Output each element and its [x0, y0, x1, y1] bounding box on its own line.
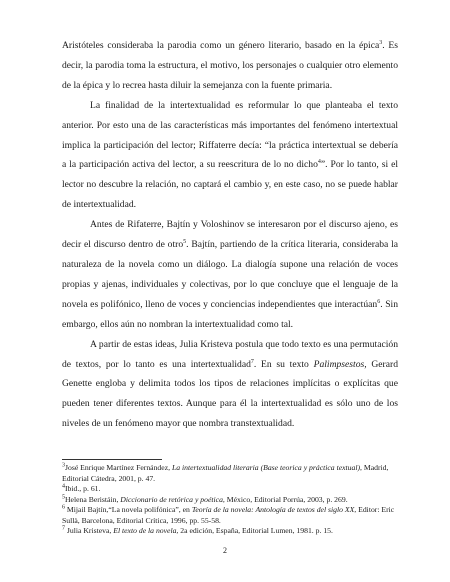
paragraph-text: ”. Por lo tanto, si el lector no descubre la relación, no captará el cambio y, en este caso, no se puede hablar de intertextualidad.: [62, 159, 398, 211]
paragraph-text: Palimpsestos,: [313, 358, 367, 370]
footnote-text: Ibid., p. 61.: [65, 484, 101, 493]
footnote-text: José Enrique Martínez Fernández,: [65, 463, 172, 472]
footnote: [62, 463, 398, 484]
paragraph: [62, 215, 398, 334]
paragraph-text: . Bajtín, partiendo de la crítica literaria, consideraba la naturaleza de la novela como un diálogo. La dialogía supone una relación de voces propias y ajenas, individuales y colectivas, por lo que concluye que el lenguaje de la novela es polifónico, lleno de voces y conciencias independientes que interactúan: [62, 239, 398, 310]
page-number: 2: [223, 546, 227, 555]
paragraph-footnote-ref: 5: [183, 238, 187, 245]
footnote-text: Mijail Bajtín,“La novela polifónica”, en: [65, 505, 192, 514]
footnote: [62, 495, 398, 506]
paragraph-text: La finalidad de la intertextualidad es reformular lo que planteaba el texto anterior. Por esto una de las características más importantes del fenómeno intertextual implica la participación del lector; Riffaterre decía: “la práctica intertextual se debería a la participación activa del lector, a su reescritura de lo no dicho: [62, 99, 398, 171]
footnote: [62, 505, 398, 526]
footnote-footnote-ref: 4: [62, 483, 65, 490]
paragraph-text: . En su texto: [253, 358, 314, 370]
footnote-text: Diccionario de retórica y poética: [120, 494, 223, 504]
footnote-footnote-ref: 5: [62, 493, 65, 500]
paragraph-footnote-ref: 7: [250, 358, 254, 365]
footnote: [62, 526, 398, 537]
footnote-text: , México, Editorial Porrúa, 2003, p. 269.: [222, 494, 348, 504]
footnote-text: , Madrid, Editorial Cátedra, 2001, p. 47.: [62, 463, 389, 483]
paragraph-footnote-ref: 6: [377, 298, 381, 305]
paragraph-text: . Sin embargo, ellos aún no nombran la intertextualidad como tal.: [62, 298, 398, 330]
paragraph-text: Antes de Rifaterre, Bajtín y Voloshinov se interesaron por el discurso ajeno, es decir el discurso dentro de otro: [62, 219, 398, 251]
footnote: [62, 484, 398, 495]
footnote-text: Helena Beristáin,: [65, 494, 121, 504]
paragraph-footnote-ref: 4: [317, 159, 321, 166]
footnote-footnote-ref: 3: [62, 462, 65, 469]
paragraph: [62, 36, 398, 96]
footnote-text: La intertextualidad literaria (Base teorica y práctica textual): [171, 463, 361, 472]
footnote-text: , Editor: Eric Sullà, Barcelona, Editorial Crítica, 1996, pp. 55-58.: [62, 505, 395, 525]
paragraph-text: A partir de estas ideas, Julia Kristeva postula que todo texto es una permutación de textos, por lo tanto es una intertextualidad: [62, 338, 398, 370]
paragraph-text: Aristóteles consideraba la parodia como un género literario, basado en la épica: [62, 40, 380, 51]
footnote-text: El texto de la novela,: [113, 526, 179, 535]
footnote-text: Teoría de la novela: Antología de textos del siglo XX: [191, 505, 355, 514]
footnote-text: 2a edición, España, Editorial Lumen, 1981. p. 15.: [178, 526, 333, 535]
paragraph: [62, 335, 398, 435]
paragraph-text: . Es decir, la parodia toma la estructura, el motivo, los personajes o cualquier otro elemento de la épica y lo recrea hasta diluir la semejanza con la fuente primaria.: [62, 40, 399, 91]
paragraph-footnote-ref: 3: [379, 39, 383, 46]
paragraph-text: Gerard Genette engloba y delimita todos los tipos de relaciones implícitas o explícitas que pueden tener diferentes textos. Aunque para él la intertextualidad es sólo uno de los niveles de un fenómeno mayor que nombra transtextualidad.: [62, 358, 398, 430]
body-text: [62, 36, 398, 434]
footnote-text: Julia Kristeva,: [65, 526, 114, 535]
footnote-footnote-ref: 6: [62, 504, 65, 511]
footnotes: [62, 463, 398, 537]
footnote-separator: [62, 459, 162, 460]
footnote-footnote-ref: 7: [62, 525, 65, 532]
paragraph: [62, 96, 398, 215]
